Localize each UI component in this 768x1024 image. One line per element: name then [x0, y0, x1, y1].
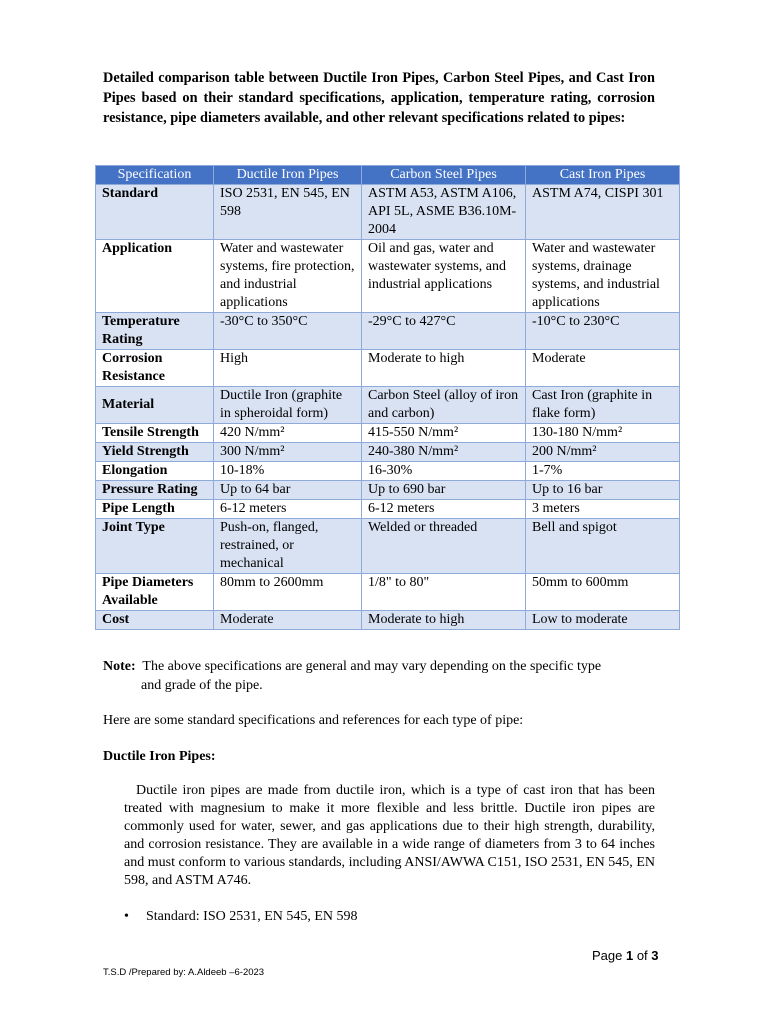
table-cell: Low to moderate [526, 611, 680, 630]
table-cell: 50mm to 600mm [526, 574, 680, 611]
table-cell: Carbon Steel (alloy of iron and carbon) [362, 387, 526, 424]
table-cell: 16-30% [362, 462, 526, 481]
page-separator: of [633, 948, 652, 963]
table-cell: 240-380 N/mm² [362, 443, 526, 462]
table-row [96, 185, 680, 240]
table-cell: -10°C to 230°C [526, 313, 680, 350]
references-intro: Here are some standard specifications and references for each type of pipe: [103, 713, 524, 728]
table-cell: ASTM A74, CISPI 301 [526, 185, 680, 240]
row-label: Standard [96, 185, 214, 240]
table-row [96, 424, 680, 443]
row-label: Tensile Strength [96, 424, 214, 443]
note-label: Note: [103, 659, 136, 674]
row-label: Application [96, 240, 214, 313]
row-label: Pressure Rating [96, 481, 214, 500]
section-heading-ductile-iron: Ductile Iron Pipes: [103, 749, 216, 764]
table-cell: Push-on, flanged, restrained, or mechanical [214, 519, 362, 574]
table-cell: 1/8" to 80" [362, 574, 526, 611]
row-label: Corrosion Resistance [96, 350, 214, 387]
table-row [96, 481, 680, 500]
header-ductile-iron: Ductile Iron Pipes [214, 166, 362, 185]
table-row [96, 387, 680, 424]
header-specification: Specification [96, 166, 214, 185]
table-cell: 6-12 meters [362, 500, 526, 519]
table-cell: Cast Iron (graphite in flake form) [526, 387, 680, 424]
table-cell: Bell and spigot [526, 519, 680, 574]
table-cell: 200 N/mm² [526, 443, 680, 462]
row-label: Cost [96, 611, 214, 630]
row-label: Pipe Diameters Available [96, 574, 214, 611]
comparison-table [95, 165, 680, 630]
bullet-item [124, 907, 358, 926]
table-cell: 420 N/mm² [214, 424, 362, 443]
table-row [96, 611, 680, 630]
page-prefix: Page [592, 948, 626, 963]
table-cell: 300 N/mm² [214, 443, 362, 462]
footer-text: T.S.D /Prepared by: A.Aldeeb –6-2023 [103, 967, 265, 978]
table-cell: -30°C to 350°C [214, 313, 362, 350]
table-cell: Water and wastewater systems, drainage systems, and industrial applications [526, 240, 680, 313]
table-cell: Up to 64 bar [214, 481, 362, 500]
table-row [96, 574, 680, 611]
table-cell: Moderate to high [362, 350, 526, 387]
table-cell: Up to 16 bar [526, 481, 680, 500]
table-cell: 130-180 N/mm² [526, 424, 680, 443]
header-carbon-steel: Carbon Steel Pipes [362, 166, 526, 185]
table-cell: ISO 2531, EN 545, EN 598 [214, 185, 362, 240]
intro-heading: Detailed comparison table between Ductile Iron Pipes, Carbon Steel Pipes, and Cast Iron Pipes based on their standard specifications, application, temperature rating, corrosion resistance, pipe diameters available, and other relevant specifications related to pipes: [103, 70, 655, 126]
table-row [96, 240, 680, 313]
table-cell: ASTM A53, ASTM A106, API 5L, ASME B36.10M-2004 [362, 185, 526, 240]
table-row [96, 350, 680, 387]
bullet-icon: • [124, 909, 129, 924]
table-header-row [96, 166, 680, 185]
table-cell: Oil and gas, water and wastewater systems, and industrial applications [362, 240, 526, 313]
table-cell: 415-550 N/mm² [362, 424, 526, 443]
table-cell: Moderate [526, 350, 680, 387]
table-cell: Water and wastewater systems, fire protection, and industrial applications [214, 240, 362, 313]
row-label: Joint Type [96, 519, 214, 574]
table-cell: Moderate to high [362, 611, 526, 630]
row-label: Temperature Rating [96, 313, 214, 350]
note-text-line2: and grade of the pipe. [141, 678, 263, 693]
table-row [96, 500, 680, 519]
table-cell: Up to 690 bar [362, 481, 526, 500]
table-cell: 1-7% [526, 462, 680, 481]
bullet-text: Standard: ISO 2531, EN 545, EN 598 [146, 909, 358, 924]
table-cell: 6-12 meters [214, 500, 362, 519]
note-text-line1: The above specifications are general and may vary depending on the specific type [142, 659, 602, 674]
row-label: Elongation [96, 462, 214, 481]
table-cell: Ductile Iron (graphite in spheroidal form) [214, 387, 362, 424]
page-current: 1 [625, 948, 634, 963]
row-label: Material [96, 387, 214, 424]
table-cell: 10-18% [214, 462, 362, 481]
table-row [96, 462, 680, 481]
page-number [592, 947, 659, 965]
table-cell: High [214, 350, 362, 387]
row-label: Yield Strength [96, 443, 214, 462]
table-row [96, 443, 680, 462]
ductile-iron-paragraph: Ductile iron pipes are made from ductile iron, which is a type of cast iron that has been treated with magnesium to make it more flexible and less brittle. Ductile iron pipes are commonly used for water, sewer, and gas applications due to their high strength, durability, and corrosion resistance. They are available in a wide range of diameters from 3 to 64 inches and must conform to various standards, including ANSI/AWWA C151, ISO 2531, EN 545, EN 598, and ASTM A746. [124, 783, 655, 888]
header-cast-iron: Cast Iron Pipes [526, 166, 680, 185]
table-cell: Welded or threaded [362, 519, 526, 574]
note-block [103, 657, 663, 695]
table-cell: 3 meters [526, 500, 680, 519]
table-cell: Moderate [214, 611, 362, 630]
table-cell: -29°C to 427°C [362, 313, 526, 350]
table-row [96, 313, 680, 350]
table-row [96, 519, 680, 574]
page-total: 3 [651, 948, 659, 963]
row-label: Pipe Length [96, 500, 214, 519]
table-cell: 80mm to 2600mm [214, 574, 362, 611]
